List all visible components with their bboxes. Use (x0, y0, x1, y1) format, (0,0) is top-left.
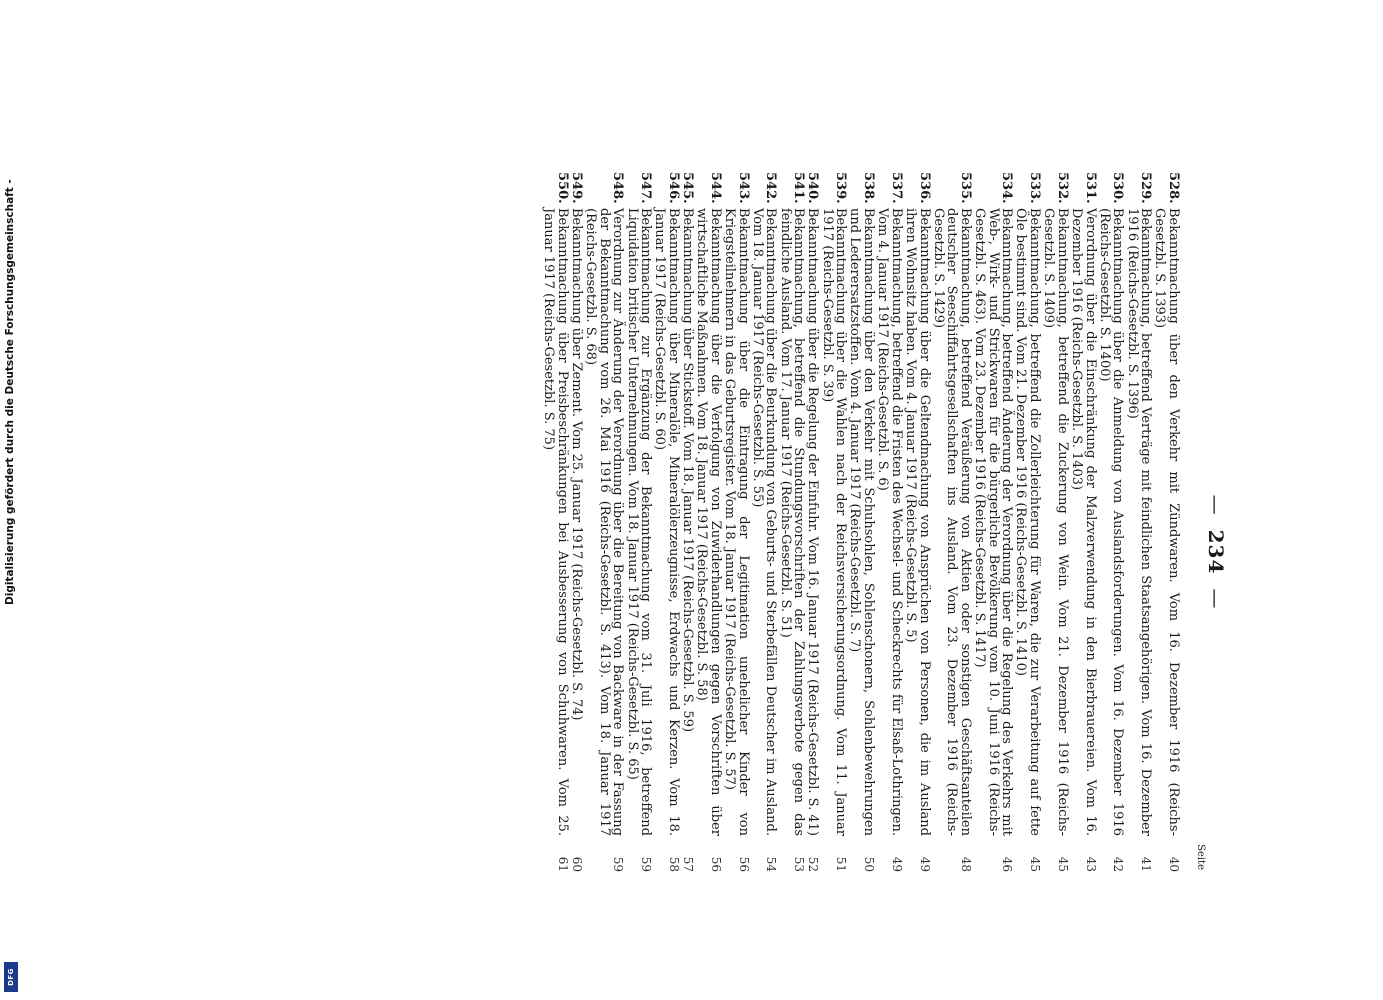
entry-number: 549. (569, 172, 584, 204)
list-item (542, 172, 569, 872)
entry-page: 48 (958, 856, 973, 872)
entry-title: Bekanntmachung über den Verkehr mit Zündwaren. Vom 16. Dezember 1916 (Reichs-Gesetzbl. S. 1393) (1152, 208, 1181, 836)
entry-number: 539. (833, 172, 849, 204)
funding-credit: Digitalisierung gefördert durch die Deutsche Forschungsgemeinschaft - (4, 179, 16, 605)
list-item (1069, 172, 1096, 872)
list-item (1097, 172, 1124, 872)
list-item (653, 172, 680, 872)
entry-number: 546. (665, 172, 681, 204)
list-item (973, 172, 1014, 872)
entry-number: 544. (707, 172, 723, 204)
list-item (1125, 172, 1152, 872)
entry-page: 59 (611, 856, 626, 872)
entry-number: 538. (861, 172, 876, 204)
entry-title: Bekanntmachung, betreffend die Stundungsvorschriften der Zahlungsverbote gegen das feindliche Ausland. Vom 17. Januar 1917 (Reichs-Gesetzbl. S. 51) (777, 208, 807, 836)
list-item (1014, 172, 1041, 872)
entry-page: 61 (555, 856, 570, 872)
list-item (681, 172, 695, 872)
entry-page: 56 (708, 856, 723, 872)
entry-number: 529. (1138, 172, 1154, 204)
entry-page: 49 (889, 856, 904, 872)
entry-title: Bekanntmachung über die Wahlen nach der Reichsversicherungsordnung. Vom 11. Januar 1917 (Reichs-Gesetzbl. S. 39) (819, 208, 849, 836)
entry-title: Bekanntmachung über Preisbeschränkungen bei Ausbesserung von Schuhwaren. Vom 25. Januar 1917 (Reichs-Gesetzbl. S. 75) (541, 208, 570, 836)
entry-title: Bekanntmachung, betreffend die Zollerleichterung für Waren, die zur Verarbeitung auf fette Öle bestimmt sind. Vom 21. Dezember 1916 (Reichs-Gesetzbl. S. 1410) (1013, 208, 1043, 836)
entry-number: 535. (957, 172, 973, 204)
entry-page: 58 (666, 856, 681, 872)
entry-page: 49 (917, 856, 932, 872)
entry-page: 57 (681, 856, 696, 872)
entry-number: 531. (1082, 172, 1098, 204)
list-item (903, 172, 930, 872)
entry-page: 54 (764, 856, 779, 872)
entry-page: 53 (792, 856, 807, 872)
entry-title: Bekanntmachung, betreffend Verträge mit feindlichen Staatsangehörigen. Vom 16. Dezember 1916 (Reichs-Gesetzbl. S. 1396) (1124, 208, 1154, 836)
list-item (806, 172, 820, 872)
list-item (1042, 172, 1069, 872)
entry-number: 530. (1110, 172, 1126, 204)
entry-number: 533. (1027, 172, 1043, 204)
entry-number: 541. (791, 172, 807, 204)
entry-page: 59 (639, 856, 654, 872)
list-item (778, 172, 805, 872)
entry-page: 43 (1083, 856, 1098, 872)
entry-number: 550. (554, 172, 570, 204)
list-item (1153, 172, 1180, 872)
list-item (625, 172, 652, 872)
entry-title: Bekanntmachung über die Eintragung der Legitimation unehelicher Kinder von Kriegsteilnehmern in das Geburtsregister. Vom 18. Januar 1917 (Reichs-Gesetzbl. S. 57) (722, 208, 751, 836)
entry-page: 45 (1028, 856, 1043, 872)
entry-page: 46 (1000, 856, 1015, 872)
entry-page: 40 (1167, 856, 1181, 872)
entry-title: Bekanntmachung über die Geltendmachung von Ansprüchen von Personen, die im Ausland ihren Wohnsitz haben. Vom 4. Januar 1917 (Reichs-Gesetzbl. S. 5) (902, 208, 932, 836)
entry-number: 542. (763, 172, 779, 204)
entry-number: 536. (916, 172, 932, 204)
header-dash-right: — (1204, 588, 1228, 610)
list-item (820, 172, 847, 872)
entry-number: 545. (680, 172, 696, 204)
entry-number: 548. (610, 172, 626, 204)
page-number: 234 (1204, 529, 1228, 575)
entry-title: Verordnung zur Änderung der Verordnung über die Bereitung von Backware in der Fassung der Bekanntmachung vom 26. Mai 1916 (Reichs-Gesetzbl. S. 413). Vom 18. Januar 1917 (Reichs-Gesetzbl. S. 68) (583, 208, 626, 836)
entry-title: Bekanntmachung über Zement. Vom 25. Januar 1917 (Reichs-Gesetzbl. S. 74) (569, 208, 584, 721)
entry-page: 56 (736, 856, 751, 872)
seite-label: Seite (1195, 844, 1206, 870)
entry-page: 41 (1139, 856, 1154, 872)
list-item (695, 172, 722, 872)
entry-number: 540. (805, 172, 821, 204)
entry-title: Bekanntmachung, betreffend die Fristen des Wechsel- und Scheckrechts für Elsaß-Lothringen. Vom 4. Januar 1917 (Reichs-Gesetzbl. S. 6) (875, 208, 904, 836)
entry-title: Bekanntmachung über den Verkehr mit Schuhsohlen, Sohlenschonern, Sohlenbewehrungen und Lederersatzstoffen. Vom 4. Januar 1917 (Reichs-Gesetzbl. S. 7) (847, 208, 876, 836)
entry-page: 51 (834, 856, 849, 872)
entry-title: Bekanntmachung zur Ergänzung der Bekanntmachung vom 31. Juli 1916, betreffend Liquidation britischer Unternehmungen. Vom 18. Januar 1917 (Reichs-Gesetzbl. S. 65) (624, 208, 654, 836)
entry-title: Bekanntmachung über Mineralöle, Mineralölerzeugnisse, Erdwachs und Kerzen. Vom 18. Januar 1917 (Reichs-Gesetzbl. S. 60) (652, 208, 681, 836)
entry-title: Bekanntmachung über die Anmeldung von Auslandsforderungen. Vom 16. Dezember 1916 (Reichs-Gesetzbl. S. 1400) (1096, 208, 1126, 836)
list-item (584, 172, 625, 872)
entry-page: 60 (570, 856, 584, 872)
entry-title: Verordnung über die Einschränkung der Malzverwendung in den Bierbrauereien. Vom 16. Dezember 1916 (Reichs-Gesetzbl. S. 1403) (1069, 208, 1098, 836)
entry-title: Bekanntmachung über die Verfolgung von Zuwiderhandlungen gegen Vorschriften über wirtschaftliche Maßnahmen. Vom 18. Januar 1917 (Reichs-Gesetzbl. S. 58) (694, 208, 723, 836)
list-item (931, 172, 972, 872)
list-item (723, 172, 750, 872)
entry-page: 42 (1111, 856, 1126, 872)
list-item (750, 172, 777, 872)
dfg-logo-icon: DFG (4, 962, 18, 992)
entry-title: Bekanntmachung über Stickstoff. Vom 18. Januar 1917 (Reichs-Gesetzbl. S. 59) (680, 208, 696, 733)
entry-title: Bekanntmachung, betreffend Änderung der Verordnung über die Regelung des Verkehrs mit Web-, Wirk- und Strickwaren für die bürgerliche Bevölkerung vom 10. Juni 1916 (Reichs-Gesetzbl. S. 463). Vom 23. Dezember 1916 (Reichs-Gesetzbl. S. 1417) (972, 208, 1015, 836)
sidebar (0, 0, 22, 1000)
rotated-page (168, 172, 1228, 872)
list-item (569, 172, 583, 872)
entry-title: Bekanntmachung, betreffend die Zuckerung von Wein. Vom 21. Dezember 1916 (Reichs-Gesetzbl. S. 1409) (1041, 208, 1070, 836)
entry-title: Bekanntmachung über die Beurkundung von Geburts- und Sterbefällen Deutscher im Ausland. Vom 18. Januar 1917 (Reichs-Gesetzbl. S. 55) (749, 208, 779, 836)
list-item (876, 172, 903, 872)
entry-number: 547. (638, 172, 654, 204)
entry-page: 50 (862, 856, 876, 872)
entry-number: 528. (1166, 172, 1181, 204)
entry-title: Bekanntmachung, betreffend Veräußerung von Aktien oder sonstigen Geschäftsanteilen deutscher Seeschiffahrtsgesellschaften ins Ausland. Vom 23. Dezember 1916 (Reichs-Gesetzbl. S. 1429) (930, 208, 973, 836)
header-dash-left: — (1204, 494, 1228, 516)
entry-number: 537. (888, 172, 904, 204)
entry-list (541, 172, 1180, 872)
entry-number: 534. (999, 172, 1015, 204)
list-item (848, 172, 875, 872)
entry-page: 52 (806, 856, 821, 872)
entry-number: 532. (1054, 172, 1070, 204)
entry-page: 45 (1055, 856, 1070, 872)
page-header (1204, 452, 1228, 652)
entry-number: 543. (735, 172, 751, 204)
entry-title: Bekanntmachung über die Regelung der Einfuhr. Vom 16. Januar 1917 (Reichs-Gesetzbl. S. 41) (805, 208, 821, 836)
